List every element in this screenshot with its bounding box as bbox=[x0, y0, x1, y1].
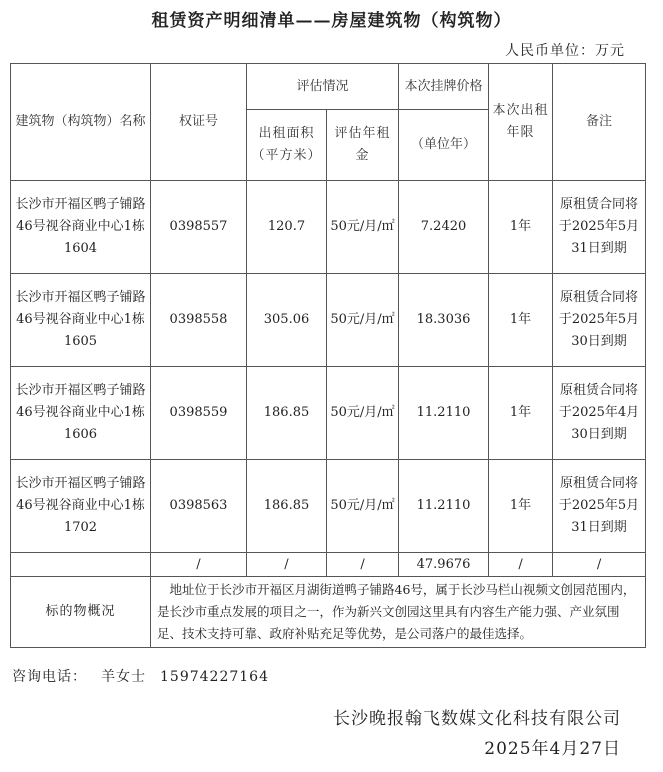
header-area: 出租面积（平方米） bbox=[247, 110, 327, 181]
row-cert: 0398557 bbox=[151, 181, 247, 274]
row-area: 305.06 bbox=[247, 274, 327, 367]
overview-label: 标的物概况 bbox=[11, 577, 151, 648]
row-rent: 50元/月/㎡ bbox=[327, 181, 399, 274]
row-term: 1年 bbox=[489, 367, 553, 460]
total-remark: / bbox=[553, 553, 646, 577]
contact-phone: 15974227164 bbox=[160, 669, 269, 685]
contact-name: 羊女士 bbox=[101, 669, 146, 685]
table-row bbox=[11, 181, 646, 274]
table-row bbox=[11, 274, 646, 367]
issue-date: 2025年4月27日 bbox=[484, 739, 621, 759]
asset-table bbox=[10, 63, 646, 648]
row-area: 120.7 bbox=[247, 181, 327, 274]
row-remark: 原租赁合同将于2025年4月30日到期 bbox=[553, 367, 646, 460]
row-term: 1年 bbox=[489, 460, 553, 553]
row-cert: 0398558 bbox=[151, 274, 247, 367]
row-price: 7.2420 bbox=[399, 181, 489, 274]
row-remark: 原租赁合同将于2025年5月31日到期 bbox=[553, 460, 646, 553]
row-price: 11.2110 bbox=[399, 460, 489, 553]
row-building: 长沙市开福区鸭子铺路46号视谷商业中心1栋1606 bbox=[11, 367, 151, 460]
currency-unit: 人民币单位：万元 bbox=[505, 43, 625, 59]
total-row bbox=[11, 553, 646, 577]
header-eval: 评估情况 bbox=[247, 64, 399, 110]
total-building bbox=[11, 553, 151, 577]
table-row bbox=[11, 367, 646, 460]
contact-line bbox=[12, 666, 283, 686]
row-price: 18.3036 bbox=[399, 274, 489, 367]
overview-text: 地址位于长沙市开福区月湖街道鸭子铺路46号，属于长沙马栏山视频文创园范围内，是长沙市重点发展的项目之一，作为新兴文创园这里具有内容生产能力强、产业氛围足、技术支持可靠、政府补贴充足等优势，是公司落户的最佳选择。 bbox=[151, 577, 646, 648]
row-cert: 0398559 bbox=[151, 367, 247, 460]
row-rent: 50元/月/㎡ bbox=[327, 367, 399, 460]
row-price: 11.2110 bbox=[399, 367, 489, 460]
row-building: 长沙市开福区鸭子铺路46号视谷商业中心1栋1605 bbox=[11, 274, 151, 367]
header-cert: 权证号 bbox=[151, 64, 247, 181]
row-term: 1年 bbox=[489, 181, 553, 274]
row-remark: 原租赁合同将于2025年5月30日到期 bbox=[553, 274, 646, 367]
row-building: 长沙市开福区鸭子铺路46号视谷商业中心1栋1702 bbox=[11, 460, 151, 553]
header-price-unit: （单位年） bbox=[399, 110, 489, 181]
overview-row bbox=[11, 577, 646, 648]
row-rent: 50元/月/㎡ bbox=[327, 274, 399, 367]
table-row bbox=[11, 460, 646, 553]
header-remark: 备注 bbox=[553, 64, 646, 181]
header-rent: 评估年租金 bbox=[327, 110, 399, 181]
company-name: 长沙晚报翰飞数媒文化科技有限公司 bbox=[333, 709, 621, 729]
total-rent: / bbox=[327, 553, 399, 577]
header-price: 本次挂牌价格 bbox=[399, 64, 489, 110]
total-term: / bbox=[489, 553, 553, 577]
total-area: / bbox=[247, 553, 327, 577]
row-rent: 50元/月/㎡ bbox=[327, 460, 399, 553]
row-cert: 0398563 bbox=[151, 460, 247, 553]
row-building: 长沙市开福区鸭子铺路46号视谷商业中心1栋1604 bbox=[11, 181, 151, 274]
row-area: 186.85 bbox=[247, 367, 327, 460]
total-price: 47.9676 bbox=[399, 553, 489, 577]
row-area: 186.85 bbox=[247, 460, 327, 553]
header-term: 本次出租年限 bbox=[489, 64, 553, 181]
total-cert: / bbox=[151, 553, 247, 577]
page-title: 租赁资产明细清单——房屋建筑物（构筑物） bbox=[151, 11, 512, 31]
row-term: 1年 bbox=[489, 274, 553, 367]
row-remark: 原租赁合同将于2025年5月31日到期 bbox=[553, 181, 646, 274]
contact-label: 咨询电话： bbox=[12, 669, 87, 685]
header-building: 建筑物（构筑物）名称 bbox=[11, 64, 151, 181]
